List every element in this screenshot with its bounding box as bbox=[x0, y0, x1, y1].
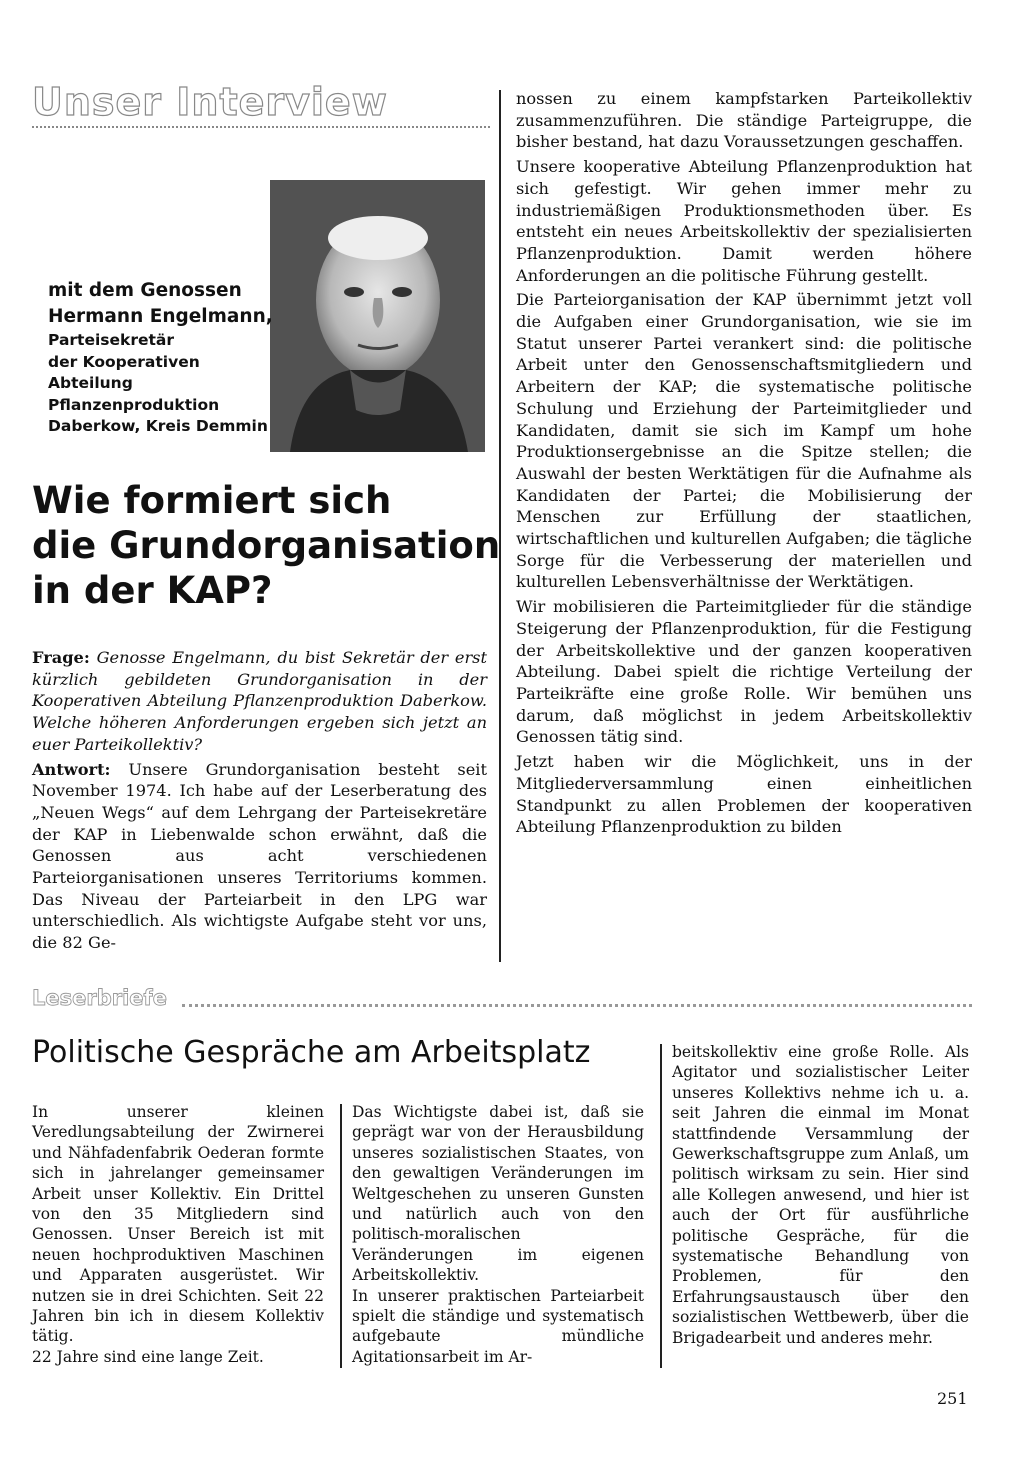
section-kicker-letters: Leserbriefe bbox=[32, 986, 167, 1010]
portrait-photo bbox=[270, 180, 485, 452]
section-divider bbox=[32, 126, 490, 128]
letter-column-3 bbox=[672, 1042, 969, 1348]
interview-right-column bbox=[516, 88, 972, 841]
paragraph: Das Wichtigste dabei ist, daß sie geprägt war von der Herausbildung unseres sozialistischen Staates, von den gewaltigen Veränderungen im Weltgeschehen zu unseren Gunsten und natürlich auch von den politisch-moralischen Veränderungen im eigenen Arbeitskollektiv. bbox=[352, 1103, 644, 1285]
headline-line: die Grundorganisation bbox=[32, 524, 501, 567]
page-number: 251 bbox=[937, 1389, 968, 1408]
intro-detail: Daberkow, Kreis Demmin bbox=[48, 417, 268, 435]
paragraph: Jetzt haben wir die Möglichkeit, uns in der Mitgliederversammlung einen einheitlichen Standpunkt zu allen Problemen der kooperativen Abteilung Pflanzenproduktion zu bilden bbox=[516, 752, 972, 837]
headline-line: Wie formiert sich bbox=[32, 479, 392, 522]
intro-detail: Abteilung bbox=[48, 374, 133, 392]
answer-paragraph bbox=[32, 759, 487, 954]
intro-detail: Pflanzenproduktion bbox=[48, 395, 220, 414]
interview-intro bbox=[48, 282, 278, 441]
answer-label: Antwort: bbox=[32, 759, 111, 779]
letter-column-1 bbox=[32, 1102, 324, 1367]
article-headline bbox=[32, 478, 501, 613]
headline-line: in der KAP? bbox=[32, 569, 273, 612]
section-kicker-interview: Unser Interview bbox=[32, 80, 388, 124]
interviewee-name: Hermann Engelmann, bbox=[48, 305, 273, 327]
paragraph: beitskollektiv eine große Rolle. Als Agitator und sozialistischer Leiter unseres Kollektivs nehme ich u. a. seit Jahren die einmal im Monat stattfindende Versammlung der Gewerkschaftsgruppe zum Anlaß, um politisch wirksam zu sein. Hier sind alle Kollegen anwesend, und hier ist auch der Ort für ausführliche politische Gespräche, für die systematische Behandlung von Problemen, für den Erfahrungsaustausch über den sozialistischen Wettbewerb, über die Brigadearbeit und anderes mehr. bbox=[672, 1043, 969, 1347]
question-text: Genosse Engelmann, du bist Sekretär der erst kürzlich gebildeten Grundorganisation in der Kooperativen Abteilung Pflanzenproduktion Daberkow. Welche höheren Anforderungen ergeben sich jetzt an euer Parteikollektiv? bbox=[32, 648, 487, 754]
interview-left-column bbox=[32, 647, 487, 957]
paragraph: Die Parteiorganisation der KAP übernimmt jetzt voll die Aufgaben einer Grundorganisation, wie sie im Statut unserer Partei verankert sind: die politische Arbeit unter den Genossenschaftsmitgliedern und Arbeitern der KAP; die systematische politische Schulung und Erziehung der Parteimitglieder und Kandidaten, damit sie sich im Kampf um hohe Produktionsergebnisse an die Spitze stellen; die Auswahl der besten Werktätigen für die Aufnahme als Kandidaten der Partei; die Mobilisierung der Menschen zur Erfüllung der staatlichen, wirtschaftlichen und kulturellen Aufgaben; die tägliche Sorge für die Verbesserung der materiellen und kulturellen Lebensverhältnisse der Werktätigen. bbox=[516, 290, 972, 592]
paragraph: In unserer praktischen Parteiarbeit spielt die ständige und systematisch aufgebaute mündliche Agitationsarbeit im Ar- bbox=[352, 1286, 644, 1366]
paragraph: 22 Jahre sind eine lange Zeit. bbox=[32, 1347, 264, 1366]
column-divider bbox=[340, 1104, 342, 1368]
paragraph: nossen zu einem kampfstarken Parteikollektiv zusammenzuführen. Die ständige Parteigruppe, die bisher bestand, hat dazu Voraussetzungen geschaffen. bbox=[516, 89, 972, 152]
paragraph: Unsere kooperative Abteilung Pflanzenproduktion hat sich gefestigt. Wir gehen immer mehr zu industriemäßigen Produktionsmethoden über. Es entsteht ein neues Arbeitskollektiv der spezialisierten Pflanzenproduktion. Damit werden höhere Anforderungen an die politische Führung gestellt. bbox=[516, 157, 972, 285]
intro-detail: der Kooperativen bbox=[48, 352, 200, 371]
paragraph: In unserer kleinen Veredlungsabteilung der Zwirnerei und Nähfadenfabrik Oederan formte sich in jahrelanger gemeinsamer Arbeit unser Kollektiv. Ein Drittel von den 35 Mitgliedern sind Genossen. Unser Bereich ist mit neuen hochproduktiven Maschinen und Apparaten ausgerüstet. Wir nutzen sie in drei Schichten. Seit 22 Jahren bin ich in diesem Kollektiv tätig. bbox=[32, 1103, 324, 1346]
question-paragraph bbox=[32, 647, 487, 756]
column-divider bbox=[660, 1044, 662, 1368]
answer-text: Unsere Grundorganisation besteht seit November 1974. Ich habe auf der Leserberatung des „Neuen Wegs“ auf dem Lehrgang der Parteisekretäre der KAP in Liebenwalde schon erwähnt, daß die Genossen aus acht verschiedenen Parteiorganisationen unseres Territoriums kommen. Das Niveau der Parteiarbeit in den LPG war unterschiedlich. Als wichtigste Aufgabe steht vor uns, die 82 Ge- bbox=[32, 759, 487, 953]
letter-headline: Politische Gespräche am Arbeitsplatz bbox=[32, 1035, 591, 1070]
section-divider bbox=[182, 1004, 972, 1007]
intro-line: mit dem Genossen bbox=[48, 280, 242, 301]
letter-column-2 bbox=[352, 1102, 644, 1367]
question-label: Frage: bbox=[32, 648, 90, 667]
paragraph: Wir mobilisieren die Parteimitglieder für die ständige Steigerung der Pflanzenproduktion, für die Festigung der Arbeitskollektive und der ganzen kooperativen Abteilung. Dabei spielt die richtige Verteilung der Parteikräfte eine große Rolle. Wir bemühen uns darum, daß möglichst in jedem Arbeitskollektiv Genossen tätig sind. bbox=[516, 597, 972, 747]
intro-detail: Parteisekretär bbox=[48, 331, 174, 349]
